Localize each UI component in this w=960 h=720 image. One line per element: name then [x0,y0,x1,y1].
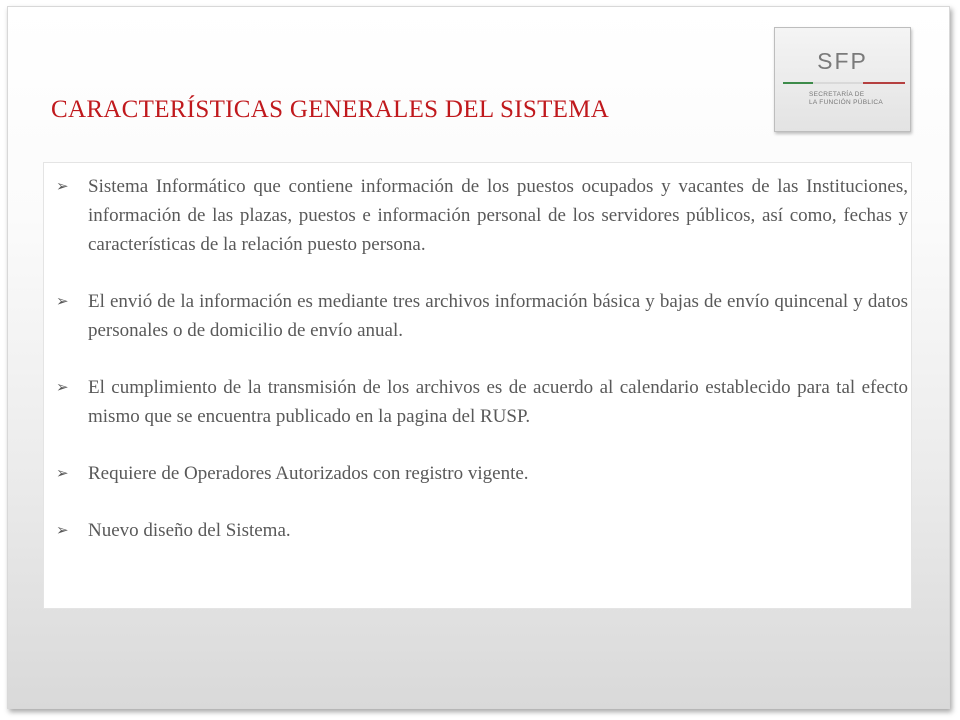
arrowhead-bullet-icon: ➢ [56,177,69,195]
content-box [43,162,912,609]
slide-title: CARACTERÍSTICAS GENERALES DEL SISTEMA [51,96,610,123]
bullet-text: Nuevo diseño del Sistema. [88,520,291,541]
logo-stripe-red [863,82,905,84]
logo-stripe-green [783,82,813,84]
arrowhead-bullet-icon: ➢ [56,378,69,396]
bullet-item [44,287,911,345]
arrowhead-bullet-icon: ➢ [56,464,69,482]
bullet-text: Requiere de Operadores Autorizados con registro vigente. [88,463,529,484]
logo-subtitle-line2: LA FUNCIÓN PÚBLICA [809,99,884,106]
bullet-text: El cumplimiento de la transmisión de los archivos es de acuerdo al calendario establecido para tal efecto mismo que se encuentra publicado en la pagina del RUSP. [88,377,908,427]
bullet-item [44,459,911,488]
arrowhead-bullet-icon: ➢ [56,292,69,310]
bullet-item [44,172,911,259]
sfp-logo [774,27,911,132]
bullet-item [44,373,911,431]
bullet-text: El envió de la información es mediante tres archivos información básica y bajas de envío quincenal y datos personales o de domicilio de envío anual. [88,291,908,341]
logo-subtitle-line1: SECRETARÍA DE [809,91,865,98]
logo-stripe-white [813,82,863,84]
bullet-text: Sistema Informático que contiene información de los puestos ocupados y vacantes de las Instituciones, información de las plazas, puestos e información personal de los servidores públicos, así como, fechas y características de la relación puesto persona. [88,176,908,255]
arrowhead-bullet-icon: ➢ [56,521,69,539]
logo-abbreviation: SFP [817,48,868,74]
bullet-item [44,516,911,545]
bullet-list [44,172,911,545]
